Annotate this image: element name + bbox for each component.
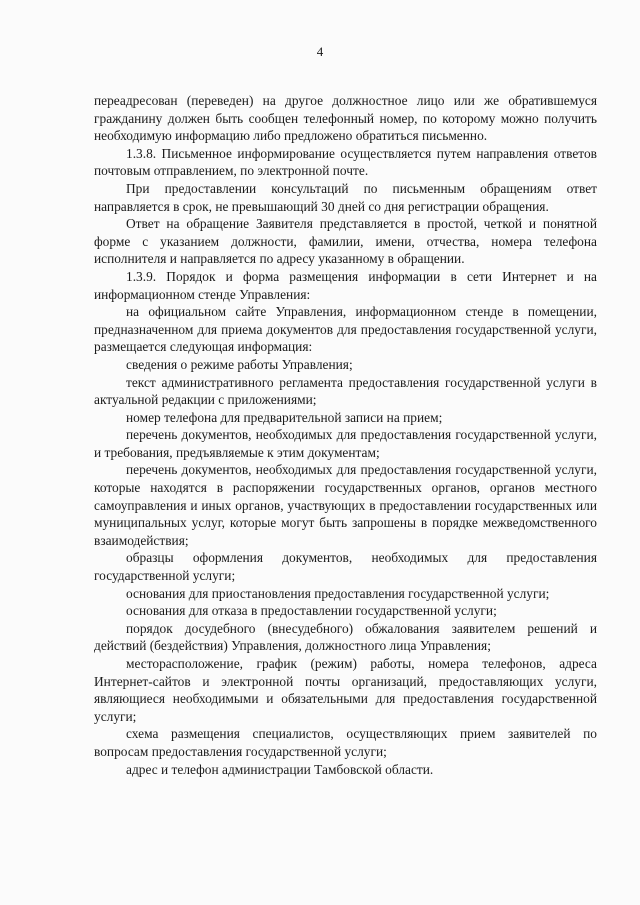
paragraph-6: на официальном сайте Управления, информационном стенде в помещении, предназначенном для приема документов для предоставления государственной услуги, размещается следующая информация: <box>94 304 597 355</box>
list-item-refusal-grounds: основания для отказа в предоставлении государственной услуги; <box>126 603 497 619</box>
document-body <box>94 92 597 778</box>
paragraph-3: При предоставлении консультаций по письменным обращениям ответ направляется в срок, не превышающий 30 дней со дня регистрации обращения. <box>94 180 597 214</box>
list-item-interagency-documents: перечень документов, необходимых для предоставления государственной услуги, которые находятся в распоряжении государственных органов, органов местного самоуправления и иных органов, участвующих в предоставлении государственных или муниципальных услуг, которые могут быть запрошены в порядке межведомственного взаимодействия; <box>94 462 597 548</box>
list-item-document-samples: образцы оформления документов, необходимых для предоставления государственной услуги; <box>94 550 597 584</box>
list-item-suspension-grounds: основания для приостановления предоставления государственной услуги; <box>126 585 550 601</box>
paragraph-1: переадресован (переведен) на другое должностное лицо или же обратившемуся гражданину должен быть сообщен телефонный номер, по которому можно получить необходимую информацию либо предложено обратиться письменно. <box>94 93 597 144</box>
page-number: 4 <box>316 44 324 59</box>
list-item-phone: номер телефона для предварительной записи на прием; <box>126 409 443 425</box>
list-item-documents-list: перечень документов, необходимых для предоставления государственной услуги, и требования, предъявляемые к этим документам; <box>94 427 597 460</box>
list-item-work-schedule: сведения о режиме работы Управления; <box>126 356 353 372</box>
paragraph-2: 1.3.8. Письменное информирование осуществляется путем направления ответов почтовым отправлением, по электронной почте. <box>94 145 597 179</box>
list-item-organizations-info: месторасположение, график (режим) работы, номера телефонов, адреса Интернет-сайтов и электронной почты организаций, предоставляющих услуги, являющиеся необходимыми и обязательными для предоставления государственной услуги; <box>94 656 597 724</box>
paragraph-5: 1.3.9. Порядок и форма размещения информации в сети Интернет и на информационном стенде Управления: <box>94 268 597 302</box>
list-item-appeal-procedure: порядок досудебного (внесудебного) обжалования заявителем решений и действий (бездействия) Управления, должностного лица Управления; <box>94 620 597 654</box>
list-item-regulation-text: текст административного регламента предоставления государственной услуги в актуальной редакции с приложениями; <box>94 374 597 408</box>
list-item-specialists-scheme: схема размещения специалистов, осуществляющих прием заявителей по вопросам предоставления государственной услуги; <box>94 726 597 759</box>
list-item-administration-address: адрес и телефон администрации Тамбовской области. <box>126 761 434 777</box>
paragraph-4: Ответ на обращение Заявителя представляется в простой, четкой и понятной форме с указанием должности, фамилии, имени, отчества, номера телефона исполнителя и направляется по адресу указанному в обращении. <box>94 216 597 267</box>
